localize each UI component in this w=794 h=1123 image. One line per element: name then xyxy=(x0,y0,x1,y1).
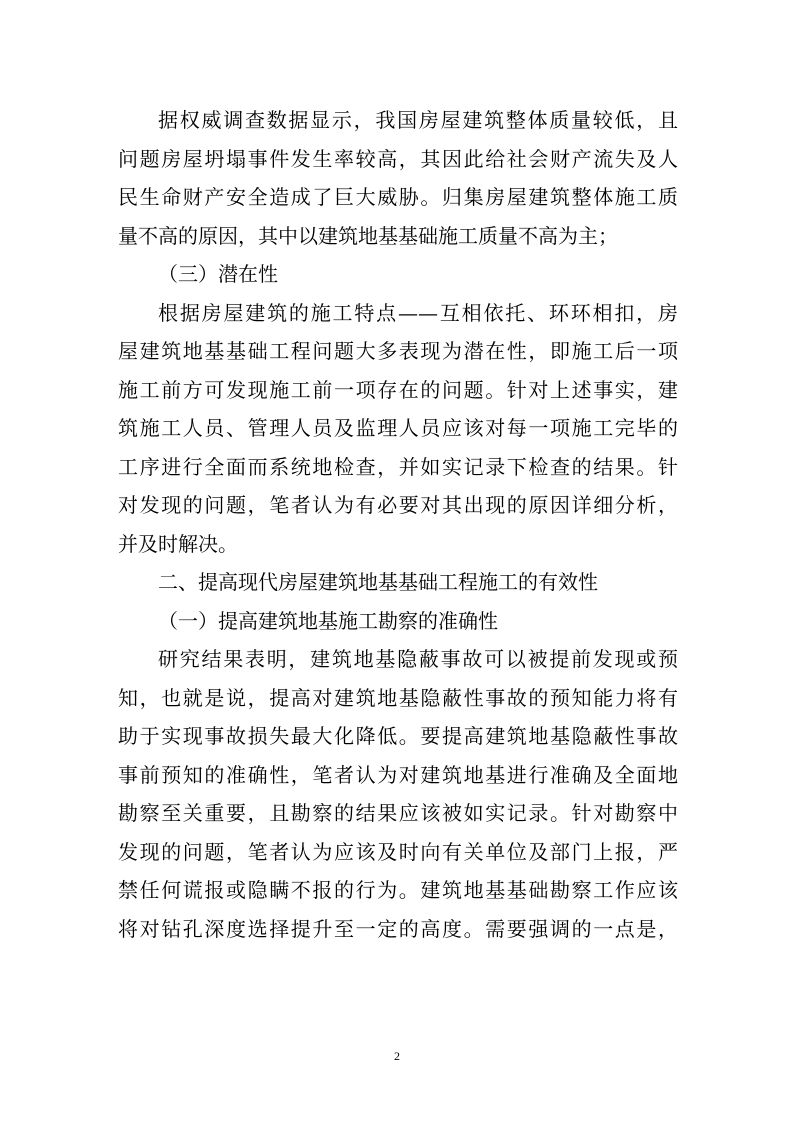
paragraph-line: 将对钻孔深度选择提升至一定的高度。需要强调的一点是， xyxy=(118,916,678,941)
paragraph-line: 问题房屋坍塌事件发生率较高，其因此给社会财产流失及人 xyxy=(118,146,678,171)
paragraph-line: 施工前方可发现施工前一项存在的问题。针对上述事实，建 xyxy=(118,377,678,402)
paragraph-line: 发现的问题，笔者认为应该及时向有关单位及部门上报，严 xyxy=(118,839,678,864)
paragraph-line: 研究结果表明，建筑地基隐蔽事故可以被提前发现或预 xyxy=(158,647,678,671)
paragraph-line: 事前预知的准确性，笔者认为对建筑地基进行准确及全面地 xyxy=(118,762,678,787)
paragraph-line: 筑施工人员、管理人员及监理人员应该对每一项施工完毕的 xyxy=(118,416,678,440)
paragraph-line: 禁任何谎报或隐瞒不报的行为。建筑地基基础勘察工作应该 xyxy=(118,878,678,902)
paragraph-line: 勘察至关重要，且勘察的结果应该被如实记录。针对勘察中 xyxy=(118,801,678,825)
paragraph-line: 助于实现事故损失最大化降低。要提高建筑地基隐蔽性事故 xyxy=(118,724,678,748)
body-text xyxy=(118,101,678,948)
paragraph-line: 民生命财产安全造成了巨大威胁。归集房屋建筑整体施工质 xyxy=(118,185,678,209)
paragraph-line: 并及时解决。 xyxy=(118,531,238,556)
paragraph-line: 根据房屋建筑的施工特点——互相依托、环环相扣，房 xyxy=(158,300,678,325)
paragraph-line: 量不高的原因，其中以建筑地基基础施工质量不高为主； xyxy=(118,223,618,248)
section-heading: （三）潜在性 xyxy=(158,262,278,286)
paragraph-line: 屋建筑地基基础工程问题大多表现为潜在性，即施工后一项 xyxy=(118,339,678,363)
paragraph-line: 工序进行全面而系统地检查，并如实记录下检查的结果。针 xyxy=(118,454,678,479)
subsection-heading: （一）提高建筑地基施工勘察的准确性 xyxy=(158,608,498,633)
paragraph-line: 据权威调查数据显示，我国房屋建筑整体质量较低，且 xyxy=(158,108,678,132)
page-number: 2 xyxy=(394,1049,400,1063)
paragraph-line: 对发现的问题，笔者认为有必要对其出现的原因详细分析， xyxy=(118,493,678,517)
section-heading: 二、提高现代房屋建筑地基基础工程施工的有效性 xyxy=(158,570,598,594)
paragraph-line: 知，也就是说，提高对建筑地基隐蔽性事故的预知能力将有 xyxy=(118,685,678,710)
